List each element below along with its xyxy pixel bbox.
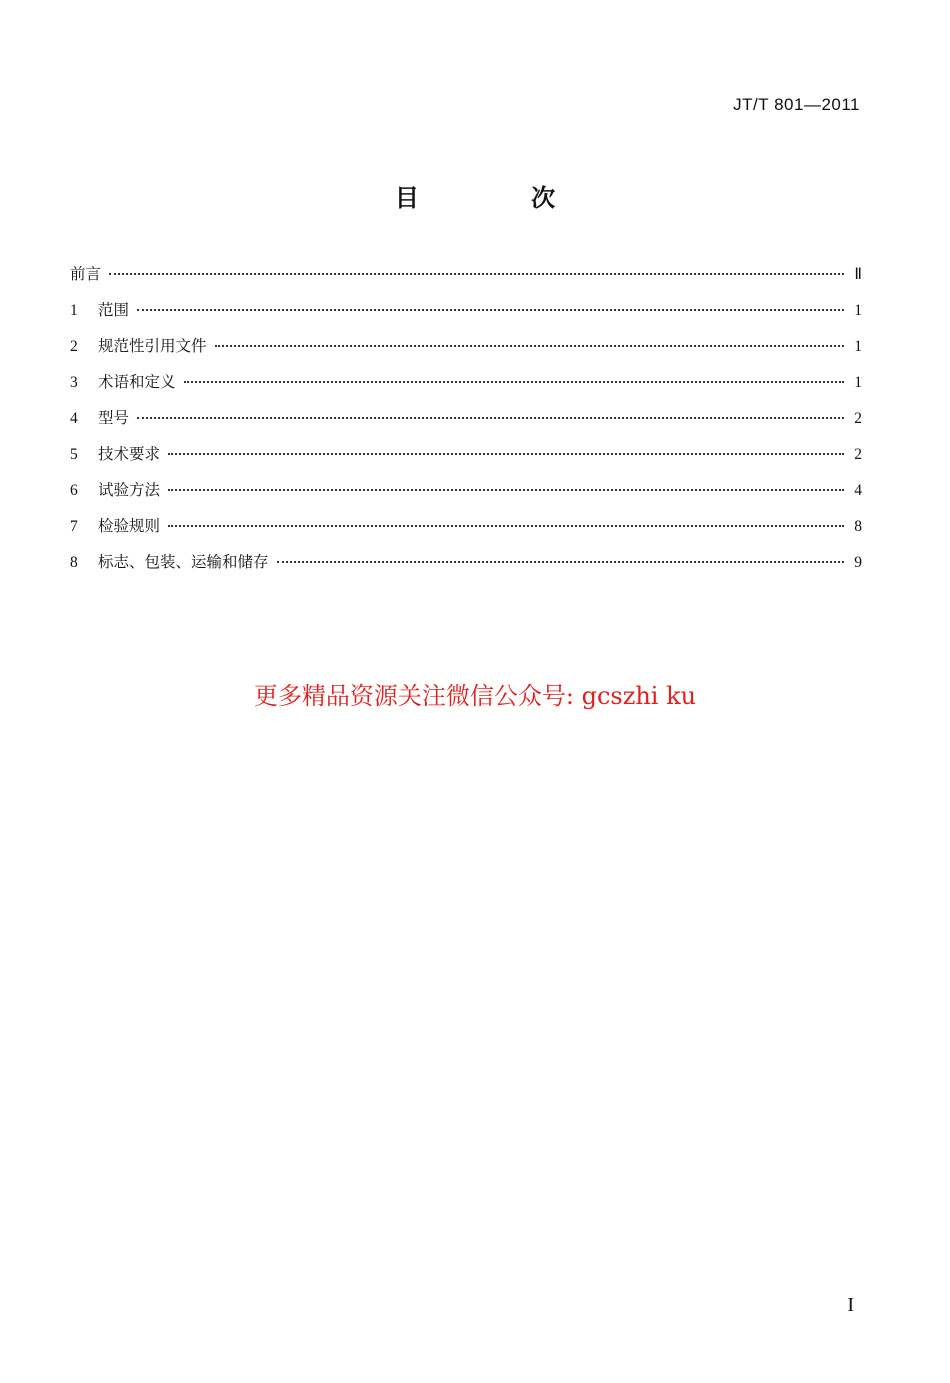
toc-entry-number: 7 [70, 518, 78, 535]
toc-entry-text: 范围 [98, 301, 130, 319]
toc-entry-number: 6 [70, 482, 78, 499]
toc-entry-page: 1 [854, 302, 862, 319]
toc-entry-page: 1 [854, 338, 862, 355]
toc-dot-leader [215, 345, 844, 347]
watermark-text: 更多精品资源关注微信公众号: gcszhi ku [253, 682, 697, 710]
toc-entry-page: 2 [854, 410, 862, 427]
toc-entry-number: 8 [70, 554, 78, 571]
toc-entry-5[interactable] [70, 442, 862, 478]
toc-entry-page: 4 [854, 482, 862, 499]
document-code: JT/T 801—2011 [733, 95, 860, 114]
toc-entry-text: 标志、包装、运输和储存 [98, 553, 269, 571]
toc-entry-number: 5 [70, 446, 78, 463]
toc-entry-text: 术语和定义 [98, 373, 176, 391]
toc-entry-page: 2 [854, 446, 862, 463]
toc-entry-page: 9 [854, 554, 862, 571]
toc-entry-number: 1 [70, 302, 78, 319]
toc-entry-page: Ⅱ [854, 266, 862, 283]
toc-entry-2[interactable] [70, 334, 862, 370]
toc-dot-leader [137, 417, 844, 419]
toc-entry-page: 8 [854, 518, 862, 535]
toc-entry-text: 技术要求 [98, 445, 161, 463]
toc-entry-foreword[interactable] [70, 262, 862, 298]
toc-entry-6[interactable] [70, 478, 862, 514]
toc-entry-4[interactable] [70, 406, 862, 442]
toc-entry-page: 1 [854, 374, 862, 391]
toc-dot-leader [168, 525, 844, 527]
table-of-contents [70, 262, 862, 586]
toc-dot-leader [184, 381, 844, 383]
toc-dot-leader [277, 561, 844, 563]
toc-entry-3[interactable] [70, 370, 862, 406]
toc-entry-7[interactable] [70, 514, 862, 550]
toc-entry-text: 试验方法 [98, 481, 161, 499]
toc-dot-leader [137, 309, 844, 311]
toc-dot-leader [168, 453, 844, 455]
toc-entry-number: 2 [70, 338, 78, 355]
toc-entry-text: 检验规则 [98, 517, 161, 535]
toc-entry-text: 前言 [70, 265, 102, 283]
toc-entry-text: 型号 [98, 409, 130, 427]
page-number: I [847, 1294, 854, 1316]
toc-entry-number: 4 [70, 410, 78, 427]
toc-dot-leader [109, 273, 844, 275]
toc-entry-1[interactable] [70, 298, 862, 334]
toc-entry-text: 规范性引用文件 [98, 337, 207, 355]
toc-entry-8[interactable] [70, 550, 862, 586]
toc-dot-leader [168, 489, 844, 491]
toc-entry-number: 3 [70, 374, 78, 391]
page-title: 目 次 [394, 184, 608, 212]
